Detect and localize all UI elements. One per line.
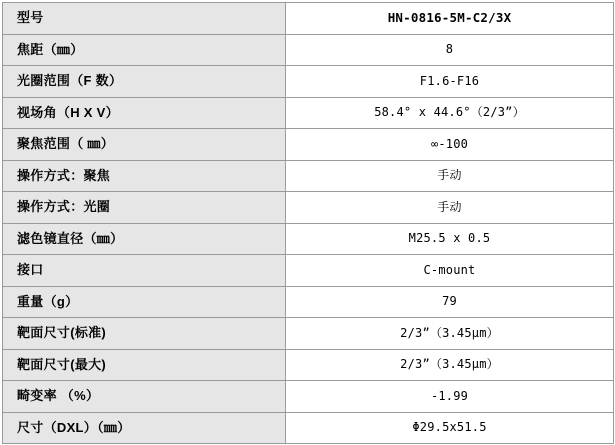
spec-value: F1.6-F16 [286,66,614,98]
spec-label: 靶面尺寸(标准) [3,318,286,350]
table-row [3,34,614,66]
spec-value: ∞-100 [286,129,614,161]
spec-value: 79 [286,286,614,318]
spec-label: 操作方式：光圈 [3,192,286,224]
spec-value: Φ29.5x51.5 [286,412,614,444]
spec-label: 光圈范围（F 数） [3,66,286,98]
table-row [3,3,614,35]
spec-value: M25.5 x 0.5 [286,223,614,255]
table-row [3,223,614,255]
spec-value: 手动 [286,160,614,192]
spec-label: 接口 [3,255,286,287]
spec-label: 操作方式：聚焦 [3,160,286,192]
spec-value: 58.4° x 44.6°（2/3”） [286,97,614,129]
table-row [3,349,614,381]
spec-value: 2/3”（3.45μm） [286,318,614,350]
table-row [3,286,614,318]
table-row [3,66,614,98]
table-row [3,97,614,129]
spec-label: 型号 [3,3,286,35]
table-row [3,381,614,413]
table-body [3,3,614,444]
spec-label: 滤色镜直径（㎜） [3,223,286,255]
table-row [3,318,614,350]
spec-value: HN-0816-5M-C2/3X [286,3,614,35]
spec-label: 聚焦范围（ ㎜） [3,129,286,161]
spec-value: 8 [286,34,614,66]
spec-label: 焦距（㎜） [3,34,286,66]
spec-value: 手动 [286,192,614,224]
spec-label: 重量（g） [3,286,286,318]
spec-label: 畸变率 （%） [3,381,286,413]
table-row [3,160,614,192]
table-row [3,129,614,161]
spec-label: 尺寸（DXL）（㎜） [3,412,286,444]
lens-specification-table [2,2,614,444]
spec-value: -1.99 [286,381,614,413]
table-row [3,255,614,287]
table-row [3,192,614,224]
spec-value: C-mount [286,255,614,287]
table-row [3,412,614,444]
spec-label: 视场角（H X V） [3,97,286,129]
spec-label: 靶面尺寸(最大) [3,349,286,381]
spec-value: 2/3”（3.45μm） [286,349,614,381]
